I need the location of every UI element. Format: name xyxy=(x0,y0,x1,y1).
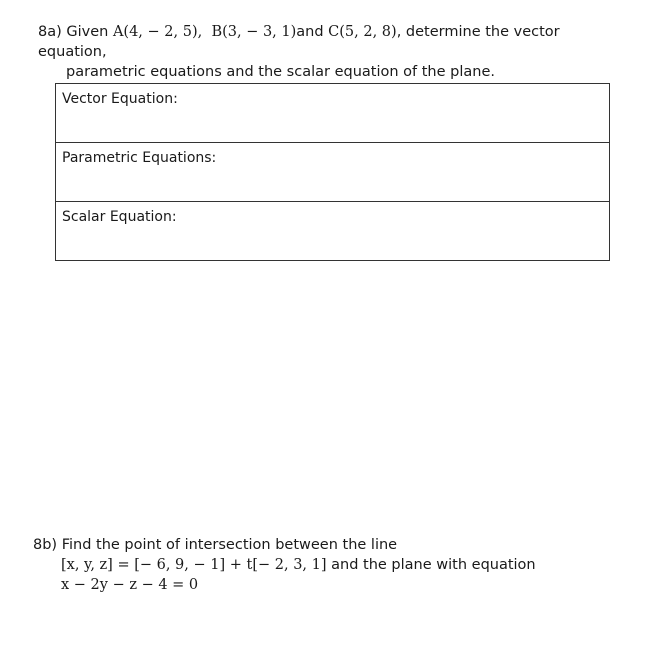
answer-row-scalar xyxy=(56,202,610,261)
question-8a-line-1 xyxy=(38,22,628,62)
point-a: A(4, − 2, 5), xyxy=(112,24,203,40)
scalar-equation-cell[interactable]: Scalar Equation: xyxy=(56,202,610,261)
question-8a-label: 8a) Given xyxy=(38,24,113,40)
and-word: and xyxy=(296,24,329,40)
question-8b-line-2-tail: and the plane with equation xyxy=(326,557,536,573)
answer-row-vector xyxy=(56,84,610,143)
answer-table xyxy=(55,83,610,261)
question-8a-line-1-tail: , determine the vector equation, xyxy=(38,24,560,60)
plane-equation: x − 2y − z − 4 = 0 xyxy=(61,577,199,593)
parametric-equations-cell[interactable]: Parametric Equations: xyxy=(56,143,610,202)
question-8b xyxy=(33,535,633,595)
point-c: C(5, 2, 8) xyxy=(328,24,397,40)
line-equation: [x, y, z] = [− 6, 9, − 1] + t[− 2, 3, 1] xyxy=(61,557,327,573)
vector-equation-cell[interactable]: Vector Equation: xyxy=(56,84,610,143)
question-8a-line-2: parametric equations and the scalar equation of the plane. xyxy=(66,64,495,80)
question-8b-line-1: 8b) Find the point of intersection between the line xyxy=(33,537,398,553)
question-8b-line-2 xyxy=(33,555,633,575)
answer-row-parametric xyxy=(56,143,610,202)
question-8a xyxy=(38,22,628,82)
point-b: B(3, − 3, 1) xyxy=(211,24,297,40)
